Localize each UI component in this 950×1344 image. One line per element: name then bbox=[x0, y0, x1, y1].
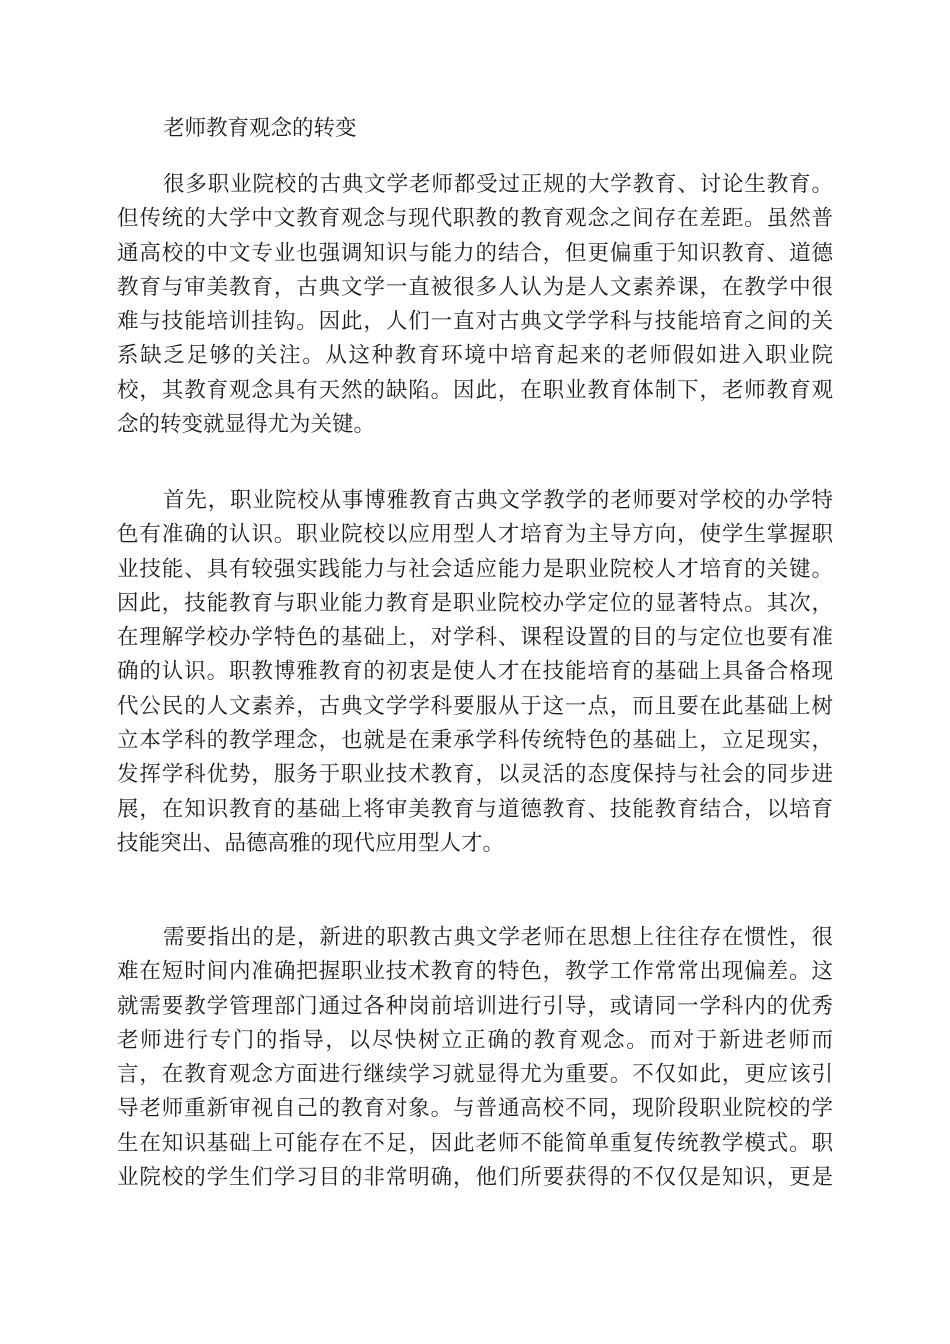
paragraph-3 bbox=[117, 921, 833, 1195]
text-line: 在理解学校办学特色的基础上，对学科、课程设置的目的与定位也要有准 bbox=[117, 625, 833, 651]
paragraph-1 bbox=[117, 168, 833, 442]
text-line: 校，其教育观念具有天然的缺陷。因此，在职业教育体制下，老师教育观 bbox=[117, 377, 833, 403]
text-line: 但传统的大学中文教育观念与现代职教的教育观念之间存在差距。虽然普 bbox=[117, 206, 833, 232]
section-heading: 老师教育观念的转变 bbox=[163, 116, 357, 141]
text-line: 就需要教学管理部门通过各种岗前培训进行引导，或请同一学科内的优秀 bbox=[117, 993, 833, 1019]
text-line: 因此，技能教育与职业能力教育是职业院校办学定位的显著特点。其次， bbox=[117, 590, 833, 616]
text-line: 代公民的人文素养，古典文学学科要服从于这一点，而且要在此基础上树 bbox=[117, 693, 833, 719]
text-line: 言，在教育观念方面进行继续学习就显得尤为重要。不仅如此，更应该引 bbox=[117, 1062, 833, 1088]
text-line: 系缺乏足够的关注。从这种教育环境中培育起来的老师假如进入职业院 bbox=[117, 343, 833, 369]
text-line: 念的转变就显得尤为关键。 bbox=[117, 412, 376, 438]
text-line: 发挥学科优势，服务于职业技术教育，以灵活的态度保持与社会的同步进 bbox=[117, 762, 833, 788]
text-line: 技能突出、品德高雅的现代应用型人才。 bbox=[117, 830, 505, 856]
text-line: 教育与审美教育，古典文学一直被很多人认为是人文素养课，在教学中很 bbox=[117, 274, 833, 300]
text-line: 生在知识基础上可能存在不足，因此老师不能简单重复传统教学模式。职 bbox=[117, 1130, 833, 1156]
text-line: 业院校的学生们学习目的非常明确，他们所要获得的不仅仅是知识，更是 bbox=[117, 1165, 833, 1191]
text-line: 难与技能培训挂钩。因此，人们一直对古典文学学科与技能培育之间的关 bbox=[117, 309, 833, 335]
text-line: 难在短时间内准确把握职业技术教育的特色，教学工作常常出现偏差。这 bbox=[117, 959, 833, 985]
text-line: 展，在知识教育的基础上将审美教育与道德教育、技能教育结合，以培育 bbox=[117, 796, 833, 822]
text-line: 老师进行专门的指导，以尽快树立正确的教育观念。而对于新进老师而 bbox=[117, 1027, 833, 1053]
text-line: 确的认识。职教博雅教育的初衷是使人才在技能培育的基础上具备合格现 bbox=[117, 659, 833, 685]
text-line: 立本学科的教学理念，也就是在秉承学科传统特色的基础上，立足现实， bbox=[117, 728, 833, 754]
text-line: 很多职业院校的古典文学老师都受过正规的大学教育、讨论生教育。 bbox=[163, 172, 833, 197]
paragraph-2 bbox=[117, 484, 833, 861]
text-line: 首先，职业院校从事博雅教育古典文学教学的老师要对学校的办学特 bbox=[163, 488, 833, 513]
text-line: 导老师重新审视自己的教育对象。与普通高校不同，现阶段职业院校的学 bbox=[117, 1096, 833, 1122]
text-line: 色有准确的认识。职业院校以应用型人才培育为主导方向，使学生掌握职 bbox=[117, 522, 833, 548]
text-line: 需要指出的是，新进的职教古典文学老师在思想上往往存在惯性，很 bbox=[163, 925, 833, 950]
text-line: 业技能、具有较强实践能力与社会适应能力是职业院校人才培育的关键。 bbox=[117, 556, 833, 582]
text-line: 通高校的中文专业也强调知识与能力的结合，但更偏重于知识教育、道德 bbox=[117, 240, 833, 266]
